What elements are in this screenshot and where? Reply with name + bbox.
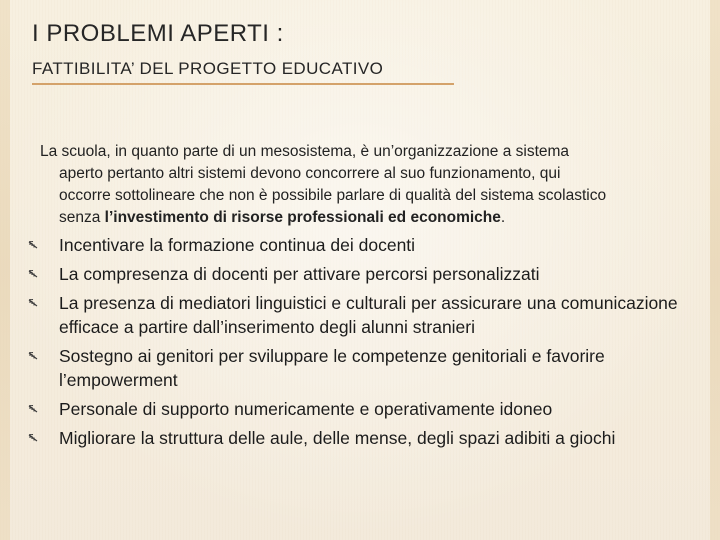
feather-bullet-icon xyxy=(28,404,38,414)
bullet-list xyxy=(28,233,700,455)
feather-bullet-icon xyxy=(28,269,38,279)
list-item-text: La presenza di mediatori linguistici e culturali per assicurare una comunicazione efficace a partire dall’inserimento degli alunni stranieri xyxy=(59,293,678,337)
intro-line-2: aperto pertanto altri sistemi devono concorrere al suo funzionamento, qui xyxy=(59,165,561,182)
list-item-text: Personale di supporto numericamente e operativamente idoneo xyxy=(59,399,553,419)
list-item-text: La compresenza di docenti per attivare percorsi personalizzati xyxy=(59,264,540,284)
feather-bullet-icon xyxy=(28,298,38,308)
intro-line-4-prefix: senza xyxy=(59,209,105,226)
list-item xyxy=(28,233,700,257)
slide-title: I PROBLEMI APERTI : xyxy=(32,20,284,47)
intro-line-4-suffix: . xyxy=(500,209,506,226)
right-edge-decoration xyxy=(710,0,720,540)
intro-paragraph xyxy=(40,141,680,229)
list-item xyxy=(28,262,700,286)
list-item-text: Sostegno ai genitori per sviluppare le competenze genitoriali e favorire l’empowerment xyxy=(59,346,605,390)
list-item-text: Incentivare la formazione continua dei docenti xyxy=(59,235,416,255)
list-item xyxy=(28,291,700,339)
slide-subtitle: FATTIBILITA’ DEL PROGETTO EDUCATIVO xyxy=(32,59,384,78)
list-item-text: Migliorare la struttura delle aule, delle mense, degli spazi adibiti a giochi xyxy=(59,428,616,448)
list-item xyxy=(28,397,700,421)
feather-bullet-icon xyxy=(28,240,38,250)
feather-bullet-icon xyxy=(28,433,38,443)
intro-line-1: La scuola, in quanto parte di un mesosistema, è un’organizzazione a sistema xyxy=(40,143,570,160)
intro-line-3: occorre sottolineare che non è possibile parlare di qualità del sistema scolastico xyxy=(59,187,607,204)
list-item xyxy=(28,426,700,450)
title-underline-rule xyxy=(32,83,454,85)
intro-line-4 xyxy=(40,207,680,229)
intro-emphasis: l’investimento di risorse professionali ed economiche xyxy=(104,209,501,226)
left-edge-decoration xyxy=(0,0,10,540)
feather-bullet-icon xyxy=(28,351,38,361)
list-item xyxy=(28,344,700,392)
